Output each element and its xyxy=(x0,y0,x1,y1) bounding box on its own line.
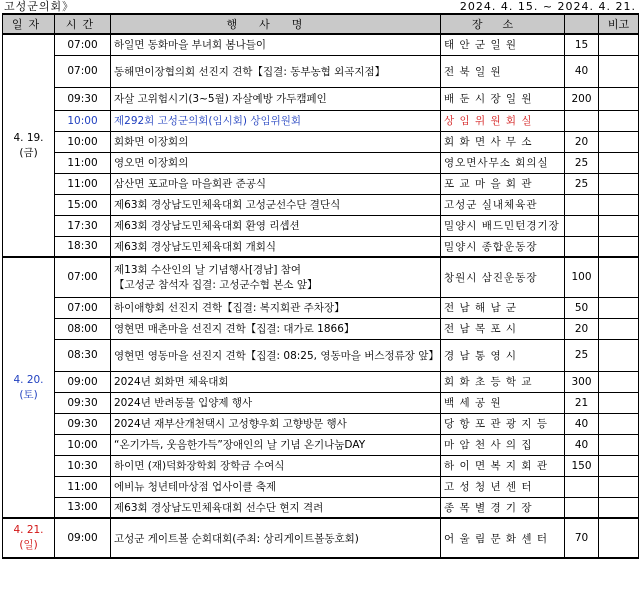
time-cell: 13:00 xyxy=(55,497,111,518)
event-cell: 제63회 경상남도민체육대회 환영 리셉션 xyxy=(111,215,441,236)
event-cell: 제63회 경상남도민체육대회 고성군선수단 결단식 xyxy=(111,194,441,215)
table-row xyxy=(3,215,639,236)
count-cell: 40 xyxy=(565,434,599,455)
count-cell: 25 xyxy=(565,173,599,194)
weekday-label: (일) xyxy=(19,539,38,551)
table-row xyxy=(3,34,639,55)
table-row xyxy=(3,152,639,173)
event-cell: 회화면 이장회의 xyxy=(111,131,441,152)
time-cell: 09:00 xyxy=(55,518,111,558)
note-cell xyxy=(599,497,639,518)
place-cell: 창원시 삼진운동장 xyxy=(441,257,565,297)
note-cell xyxy=(599,518,639,558)
count-cell xyxy=(565,110,599,131)
note-cell xyxy=(599,297,639,318)
note-cell xyxy=(599,476,639,497)
event-cell: 2024년 반려동물 입양제 행사 xyxy=(111,392,441,413)
event-cell: 하이애향회 선진지 견학【집결: 복지회관 주차장】 xyxy=(111,297,441,318)
note-cell xyxy=(599,152,639,173)
place-cell: 포 교 마 을 회 관 xyxy=(441,173,565,194)
place-cell: 밀양시 배드민턴경기장 xyxy=(441,215,565,236)
note-cell xyxy=(599,455,639,476)
table-row xyxy=(3,297,639,318)
event-cell: 2024년 재부산개천택시 고성향우회 고향방문 행사 xyxy=(111,413,441,434)
note-cell xyxy=(599,87,639,110)
note-cell xyxy=(599,131,639,152)
time-cell: 07:00 xyxy=(55,297,111,318)
date-range: 2024. 4. 15. ~ 2024. 4. 21. xyxy=(459,0,636,13)
time-cell: 09:30 xyxy=(55,87,111,110)
count-cell: 40 xyxy=(565,413,599,434)
count-cell xyxy=(565,476,599,497)
date-label: 4. 20. xyxy=(13,373,44,386)
place-cell: 밀양시 종합운동장 xyxy=(441,236,565,257)
table-row xyxy=(3,455,639,476)
col-header-count xyxy=(565,14,599,34)
note-cell xyxy=(599,339,639,371)
table-header-row xyxy=(3,14,639,34)
count-cell: 15 xyxy=(565,34,599,55)
place-cell: 배 둔 시 장 일 원 xyxy=(441,87,565,110)
note-cell xyxy=(599,371,639,392)
count-cell: 300 xyxy=(565,371,599,392)
date-cell xyxy=(3,518,55,558)
col-header-event: 행사명 xyxy=(111,14,441,34)
event-cell: 영현면 영동마을 선진지 견학【집결: 08:25, 영동마을 버스정류장 앞】 xyxy=(111,339,441,371)
date-label: 4. 21. xyxy=(13,524,44,536)
time-cell: 10:00 xyxy=(55,434,111,455)
count-cell: 21 xyxy=(565,392,599,413)
header-bar xyxy=(4,0,636,13)
table-row xyxy=(3,110,639,131)
time-cell: 07:00 xyxy=(55,257,111,297)
time-cell: 17:30 xyxy=(55,215,111,236)
note-cell xyxy=(599,257,639,297)
note-cell xyxy=(599,413,639,434)
event-cell: 자살 고위험시기(3~5월) 자살예방 가두캠페인 xyxy=(111,87,441,110)
note-cell xyxy=(599,173,639,194)
table-row xyxy=(3,257,639,297)
place-cell: 전 남 목 포 시 xyxy=(441,318,565,339)
event-cell: 제63회 경상남도민체육대회 선수단 현지 격려 xyxy=(111,497,441,518)
count-cell: 25 xyxy=(565,152,599,173)
time-cell: 08:30 xyxy=(55,339,111,371)
count-cell: 40 xyxy=(565,55,599,87)
place-cell: 백 세 공 원 xyxy=(441,392,565,413)
table-row xyxy=(3,236,639,257)
event-cell: 고성군 게이트볼 순회대회(주최: 상리게이트볼동호회) xyxy=(111,518,441,558)
event-cell: 영현면 매촌마을 선진지 견학【집결: 대가로 1866】 xyxy=(111,318,441,339)
note-cell xyxy=(599,215,639,236)
event-line: 【고성군 참석자 집결: 고성군수협 본소 앞】 xyxy=(114,279,318,292)
time-cell: 09:00 xyxy=(55,371,111,392)
time-cell: 10:30 xyxy=(55,455,111,476)
note-cell xyxy=(599,392,639,413)
col-header-place: 장소 xyxy=(441,14,565,34)
place-cell: 전 남 해 남 군 xyxy=(441,297,565,318)
table-row xyxy=(3,173,639,194)
event-cell: 하이면 (재)덕화장학회 장학금 수여식 xyxy=(111,455,441,476)
count-cell: 20 xyxy=(565,131,599,152)
place-cell: 경 남 통 영 시 xyxy=(441,339,565,371)
time-cell: 08:00 xyxy=(55,318,111,339)
weekday-label: (금) xyxy=(19,146,38,159)
table-row xyxy=(3,318,639,339)
schedule-table xyxy=(2,13,639,559)
col-header-date: 일자 xyxy=(3,14,55,34)
count-cell: 200 xyxy=(565,87,599,110)
time-cell: 07:00 xyxy=(55,55,111,87)
place-cell: 당 항 포 관 광 지 등 xyxy=(441,413,565,434)
date-cell xyxy=(3,34,55,257)
table-row xyxy=(3,55,639,87)
time-cell: 10:00 xyxy=(55,110,111,131)
event-cell: 삼산면 포교마을 마을회관 준공식 xyxy=(111,173,441,194)
place-cell: 태 안 군 일 원 xyxy=(441,34,565,55)
date-cell xyxy=(3,257,55,518)
date-label: 4. 19. xyxy=(13,131,44,144)
time-cell: 09:30 xyxy=(55,413,111,434)
place-cell: 마 암 천 사 의 집 xyxy=(441,434,565,455)
place-cell: 어 울 림 문 화 센 터 xyxy=(441,518,565,558)
event-cell xyxy=(111,257,441,297)
note-cell xyxy=(599,34,639,55)
place-cell: 회 화 면 사 무 소 xyxy=(441,131,565,152)
table-row xyxy=(3,131,639,152)
event-cell: 제292회 고성군의회(임시회) 상임위원회 xyxy=(111,110,441,131)
count-cell: 50 xyxy=(565,297,599,318)
time-cell: 18:30 xyxy=(55,236,111,257)
event-cell: “온기가득, 웃음한가득”장애인의 날 기념 온기나눔DAY xyxy=(111,434,441,455)
count-cell: 20 xyxy=(565,318,599,339)
count-cell xyxy=(565,497,599,518)
count-cell xyxy=(565,236,599,257)
table-row xyxy=(3,497,639,518)
event-line: 제13회 수산인의 날 기념행사[경남] 참여 xyxy=(114,264,302,277)
event-cell: 2024년 회화면 체육대회 xyxy=(111,371,441,392)
event-cell: 하일면 동화마을 부녀회 봄나들이 xyxy=(111,34,441,55)
event-cell: 제63회 경상남도민체육대회 개회식 xyxy=(111,236,441,257)
time-cell: 07:00 xyxy=(55,34,111,55)
event-cell: 동해면이장협의회 선진지 견학【집결: 동부농협 외곡지점】 xyxy=(111,55,441,87)
table-row xyxy=(3,87,639,110)
place-cell: 고 성 청 년 센 터 xyxy=(441,476,565,497)
note-cell xyxy=(599,110,639,131)
page-title: 고성군의회》 xyxy=(4,0,75,13)
table-row xyxy=(3,434,639,455)
table-row xyxy=(3,413,639,434)
count-cell: 25 xyxy=(565,339,599,371)
time-cell: 10:00 xyxy=(55,131,111,152)
table-row xyxy=(3,194,639,215)
table-row xyxy=(3,392,639,413)
col-header-note: 비고 xyxy=(599,14,639,34)
table-row xyxy=(3,371,639,392)
time-cell: 09:30 xyxy=(55,392,111,413)
note-cell xyxy=(599,236,639,257)
note-cell xyxy=(599,434,639,455)
time-cell: 11:00 xyxy=(55,152,111,173)
count-cell: 100 xyxy=(565,257,599,297)
weekday-label: (토) xyxy=(19,388,38,401)
time-cell: 11:00 xyxy=(55,173,111,194)
count-cell: 150 xyxy=(565,455,599,476)
place-cell: 회 화 초 등 학 교 xyxy=(441,371,565,392)
table-row xyxy=(3,339,639,371)
note-cell xyxy=(599,55,639,87)
event-cell: 영오면 이장회의 xyxy=(111,152,441,173)
place-cell: 전 북 일 원 xyxy=(441,55,565,87)
schedule-body xyxy=(3,34,639,558)
time-cell: 15:00 xyxy=(55,194,111,215)
place-cell: 하 이 면 복 지 회 관 xyxy=(441,455,565,476)
note-cell xyxy=(599,318,639,339)
place-cell: 종 목 별 경 기 장 xyxy=(441,497,565,518)
count-cell xyxy=(565,215,599,236)
table-row xyxy=(3,476,639,497)
count-cell xyxy=(565,194,599,215)
table-row xyxy=(3,518,639,558)
event-cell: 에비뉴 청년테마상점 업사이클 축제 xyxy=(111,476,441,497)
time-cell: 11:00 xyxy=(55,476,111,497)
place-cell: 고성군 실내체육관 xyxy=(441,194,565,215)
place-cell: 영오면사무소 회의실 xyxy=(441,152,565,173)
count-cell: 70 xyxy=(565,518,599,558)
note-cell xyxy=(599,194,639,215)
place-cell: 상 임 위 원 회 실 xyxy=(441,110,565,131)
col-header-time: 시간 xyxy=(55,14,111,34)
